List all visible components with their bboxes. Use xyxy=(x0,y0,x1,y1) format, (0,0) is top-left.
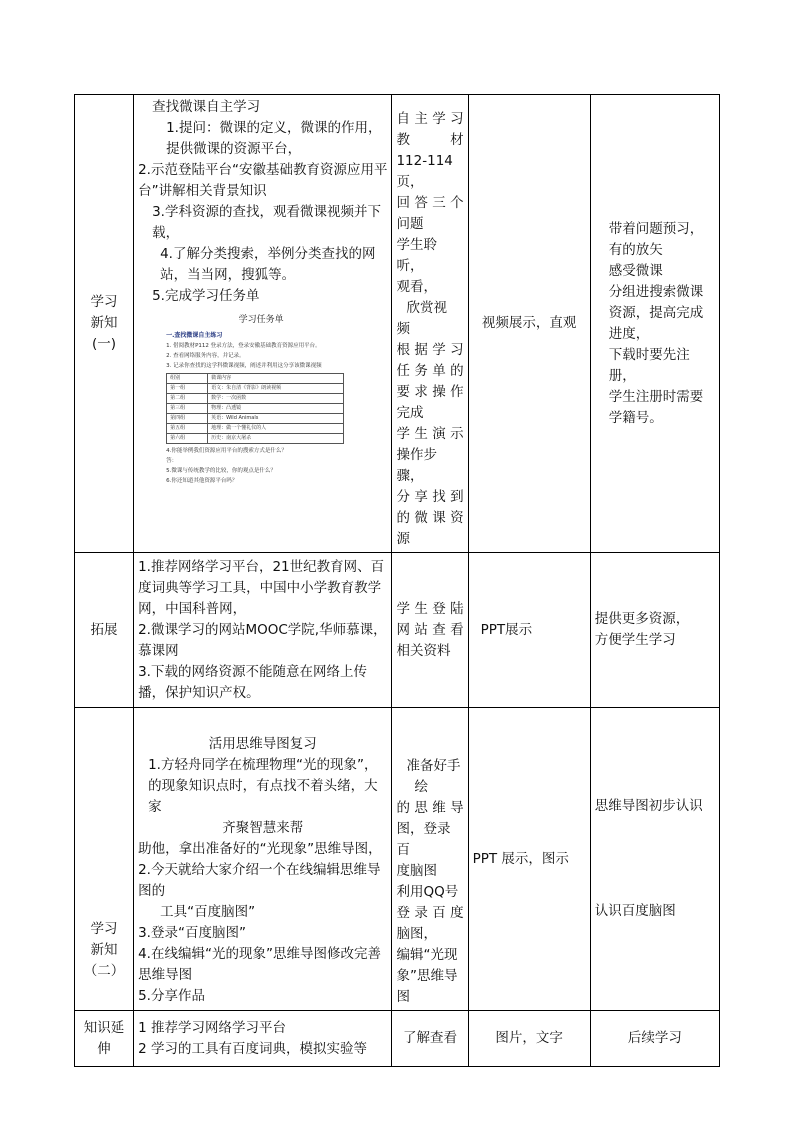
worksheet-table xyxy=(166,373,344,444)
student-line: 学生登陆 xyxy=(396,600,464,617)
student-line: 的微课资 xyxy=(396,510,464,526)
content-item: 5.完成学习任务单 xyxy=(152,288,260,304)
intent-line: 认识百度脑图 xyxy=(594,903,676,919)
content-item: 4.在线编辑“光的现象”思维导图修改完善思维导图 xyxy=(138,946,381,983)
worksheet-cell: 组别 xyxy=(167,374,208,384)
content-cell xyxy=(134,553,392,708)
method-cell xyxy=(468,1011,590,1067)
stage-cell xyxy=(75,95,134,553)
worksheet-line: 5.微课与传统教学的比较，你的观点是什么？ xyxy=(166,468,276,474)
student-line: 任务单的 xyxy=(396,363,464,379)
content-item: 2.今天就给大家介绍一个在线编辑思维导图的 xyxy=(138,862,381,899)
intent-line: 学籍号。 xyxy=(608,409,663,426)
student-line: 绘 xyxy=(414,779,428,795)
content-item: 4.了解分类搜索，举例分类查找的网站，当当网，搜狐等。 xyxy=(160,246,376,283)
content-item: 1 推荐学习网络学习平台 xyxy=(138,1019,286,1036)
lesson-plan-table xyxy=(74,94,720,1067)
table-row xyxy=(75,708,720,1011)
student-line: 学生聆听， xyxy=(396,237,437,274)
stage-cell xyxy=(75,708,134,1011)
method-text: PPT 展示，图示 xyxy=(472,850,569,867)
intent-line: 下载时要先注册， xyxy=(608,346,690,384)
intent-cell xyxy=(590,708,719,1011)
table-row xyxy=(75,1011,720,1067)
worksheet-cell: 物理：凸透镜 xyxy=(208,404,344,414)
worksheet-line: 答： xyxy=(166,458,178,464)
stage-label: 知识延 xyxy=(83,1019,125,1036)
worksheet-subtitle: 一.查找微课自主练习 xyxy=(166,332,223,339)
intent-line: 进度， xyxy=(608,325,650,342)
worksheet-line: 4.你能举例我们资源应用平台的搜索方式是什么？ xyxy=(166,448,287,454)
worksheet-cell: 第五组 xyxy=(167,424,208,434)
worksheet-cell: 第六组 xyxy=(167,434,208,444)
worksheet-cell: 地理：做一个懂礼仪的人 xyxy=(208,424,344,434)
intent-line: 方便学生学习 xyxy=(594,632,676,648)
student-line: 利用QQ号 xyxy=(396,884,459,900)
stage-label: 新知 xyxy=(90,315,118,331)
method-text: 图片，文字 xyxy=(495,1030,563,1046)
table-row xyxy=(75,553,720,708)
worksheet-line: 6.你还知道其他资源平台吗？ xyxy=(166,478,238,484)
content-item: 齐聚智慧来帮 xyxy=(222,820,304,836)
worksheet-cell: 第一组 xyxy=(167,384,208,394)
content-item: 2.示范登陆平台“安徽基础教育资源应用平台”讲解相关背景知识 xyxy=(138,162,388,199)
stage-cell xyxy=(75,1011,134,1067)
worksheet-cell: 语文：朱自清《背影》朗读视频 xyxy=(208,384,344,394)
section-heading: 活用思维导图复习 xyxy=(208,736,317,752)
student-line: 根据学习 xyxy=(396,342,464,358)
method-cell xyxy=(468,95,590,553)
student-line: 频 xyxy=(396,321,410,337)
student-line: 图，登录百 xyxy=(396,821,451,858)
student-line: 学生演示 xyxy=(396,426,464,442)
student-line: 教 材 xyxy=(396,132,464,148)
stage-label: （二） xyxy=(83,963,125,979)
student-line: 自主学习 xyxy=(396,111,464,127)
table-row xyxy=(75,95,720,553)
intent-line: 分组进搜索微课 xyxy=(608,283,704,300)
student-activity-cell xyxy=(392,708,468,1011)
student-line: 的思维导 xyxy=(396,800,464,816)
worksheet-cell: 历史：南京大屠杀 xyxy=(208,434,344,444)
stage-label: 拓展 xyxy=(90,621,118,638)
worksheet-cell: 数学：一次函数 xyxy=(208,394,344,404)
student-line: 欣赏视 xyxy=(406,300,447,316)
worksheet-row xyxy=(167,404,344,414)
student-activity-cell xyxy=(392,553,468,708)
stage-label: 学习 xyxy=(90,294,118,310)
student-line: 度脑图 xyxy=(396,863,437,879)
content-item: 2 学习的工具有百度词典，模拟实验等 xyxy=(138,1040,367,1057)
intent-line: 带着问题预习， xyxy=(608,220,704,237)
content-item: 5.分享作品 xyxy=(138,988,205,1004)
method-text: 视频展示，直观 xyxy=(481,315,577,331)
student-line: 分享找到 xyxy=(396,489,464,505)
content-item: 助他，拿出准备好的“光现象”思维导图， xyxy=(138,841,382,857)
worksheet-row xyxy=(167,384,344,394)
intent-line: 感受微课 xyxy=(608,262,663,279)
student-line: 编辑“光现 xyxy=(396,947,458,963)
intent-line: 学生注册时需要 xyxy=(608,388,704,405)
student-line: 网站查看 xyxy=(396,621,464,638)
worksheet-cell: 第四组 xyxy=(167,414,208,424)
content-item: 工具“百度脑图” xyxy=(160,904,256,920)
student-line: 登录百度 xyxy=(396,905,464,921)
worksheet-row xyxy=(167,434,344,444)
student-line: 操作步骤， xyxy=(396,447,437,484)
student-line: 完成 xyxy=(396,405,424,421)
content-item: 3.下载的网络资源不能随意在网络上传播，保护知识产权。 xyxy=(138,663,367,701)
intent-cell xyxy=(590,1011,719,1067)
student-line: 图 xyxy=(396,989,410,1005)
student-line: 回答三个 xyxy=(396,195,464,211)
worksheet-cell: 第二组 xyxy=(167,394,208,404)
content-item: 1.提问：微课的定义，微课的作用，提供微课的资源平台， xyxy=(166,120,382,157)
student-activity-cell xyxy=(392,1011,468,1067)
student-line: 象”思维导 xyxy=(396,968,458,984)
section-heading: 查找微课自主学习 xyxy=(152,99,261,115)
method-text: PPT展示 xyxy=(480,621,533,638)
worksheet-line: 1. 借阅教材P112 登录方法，登录安徽基础教育资源应用平台。 xyxy=(166,343,321,349)
intent-line: 资源，提高完成 xyxy=(608,304,704,321)
stage-label: 学习 xyxy=(90,921,118,937)
worksheet-row xyxy=(167,424,344,434)
worksheet-line: 3. 记录你查找的这学科微课视频，阐述并利用这分享该微课视频 xyxy=(166,363,322,369)
student-line: 脑图， xyxy=(396,926,437,942)
intent-line: 提供更多资源， xyxy=(594,611,690,627)
intent-line: 后续学习 xyxy=(627,1030,682,1046)
stage-label: (一) xyxy=(92,336,117,352)
stage-label: 伸 xyxy=(97,1040,111,1057)
worksheet-line: 2. 查看网络服务内容，并记录。 xyxy=(166,353,245,359)
content-item: 3.学科资源的查找，观看微课视频并下载， xyxy=(152,204,381,241)
stage-cell xyxy=(75,553,134,708)
student-line: 112-114页， xyxy=(396,153,453,190)
student-line: 问题 xyxy=(396,216,424,232)
student-line: 了解查看 xyxy=(403,1030,458,1046)
content-item: 3.登录“百度脑图” xyxy=(138,925,246,941)
intent-line: 思维导图初步认识 xyxy=(594,798,703,814)
content-item: 1.方轻舟同学在梳理物理“光的现象”，的现象知识点时，有点找不着头绪，大家 xyxy=(148,757,378,815)
student-line: 准备好手 xyxy=(406,758,461,774)
student-line: 相关资料 xyxy=(396,642,451,659)
method-cell xyxy=(468,708,590,1011)
worksheet-cell: 微课内容 xyxy=(208,374,344,384)
worksheet-cell: 第三组 xyxy=(167,404,208,414)
content-cell xyxy=(134,1011,392,1067)
lesson-plan-page xyxy=(74,94,720,1067)
worksheet-title: 学习任务单 xyxy=(238,315,284,325)
method-cell xyxy=(468,553,590,708)
student-line: 要求操作 xyxy=(396,384,464,400)
intent-cell xyxy=(590,95,719,553)
intent-line: 有的放矢 xyxy=(608,241,663,258)
worksheet-row xyxy=(167,414,344,424)
worksheet-image xyxy=(166,313,356,485)
intent-cell xyxy=(590,553,719,708)
worksheet-cell: 英语：Wild Animals xyxy=(208,414,344,424)
worksheet-row xyxy=(167,394,344,404)
content-cell xyxy=(134,95,392,553)
student-line: 观看， xyxy=(396,279,437,295)
worksheet-row xyxy=(167,374,344,384)
content-cell xyxy=(134,708,392,1011)
student-activity-cell xyxy=(392,95,468,553)
student-line: 源 xyxy=(396,531,410,547)
content-item: 2.微课学习的网站MOOC学院,华师慕课，慕课网 xyxy=(138,621,387,659)
content-item: 1.推荐网络学习平台，21世纪教育网、百度词典等学习工具，中国中小学教育教学网，中国科普网， xyxy=(138,558,385,617)
stage-label: 新知 xyxy=(90,942,118,958)
